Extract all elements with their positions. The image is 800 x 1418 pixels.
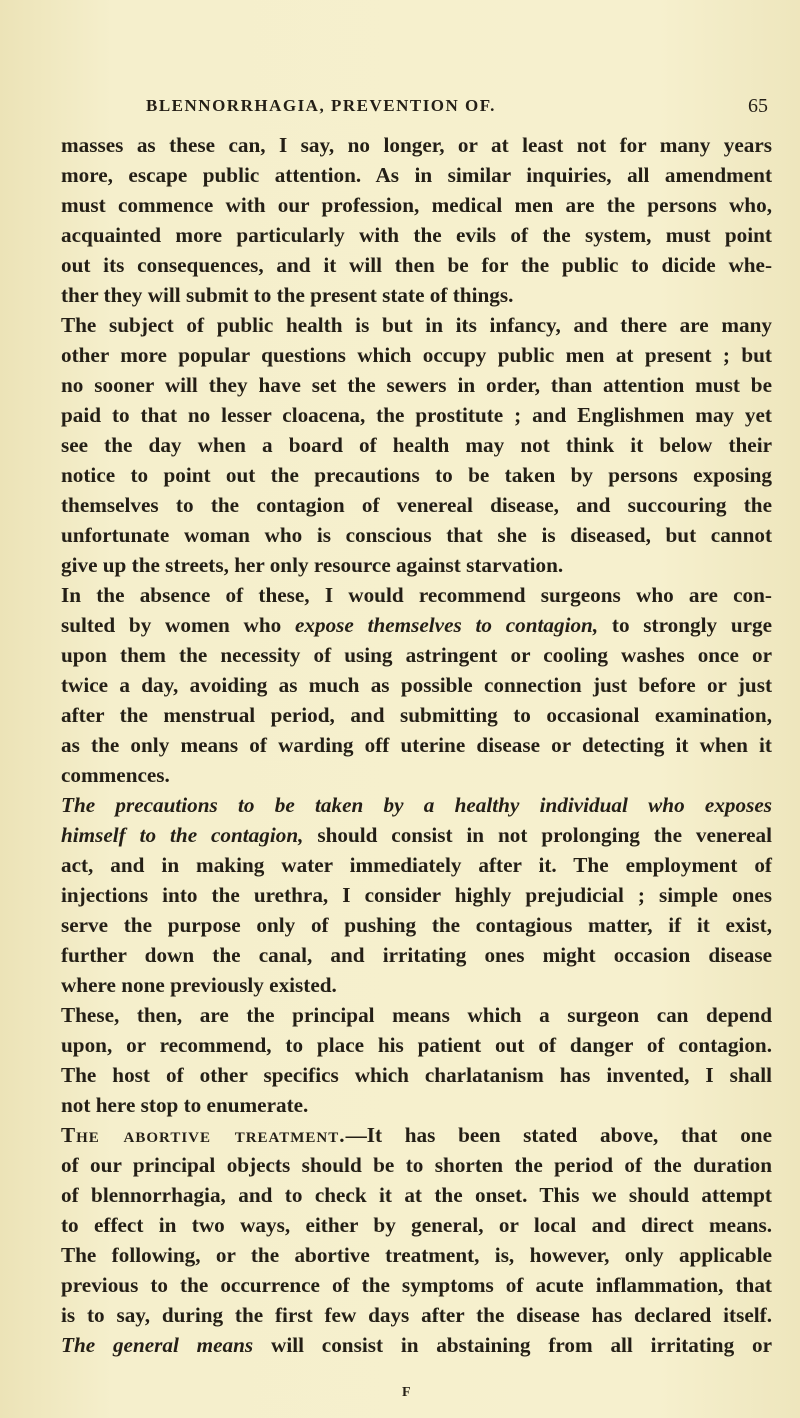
text-line	[61, 1330, 772, 1360]
text-line: give up the streets, her only resource against starvation.	[61, 553, 564, 577]
paragraph-2	[61, 310, 772, 580]
paragraph-5	[61, 1000, 772, 1120]
page-number: 65	[748, 95, 768, 117]
text-line	[61, 610, 772, 640]
text-line: The subject of public health is but in its infancy, and there are many	[61, 313, 772, 337]
text-line: upon, or recommend, to place his patient out of danger of contagion.	[61, 1033, 772, 1057]
text-line: previous to the occurrence of the symptoms of acute inflammation, that	[61, 1273, 772, 1297]
italic-heading-continued: himself to the contagion,	[61, 823, 304, 847]
text-line: paid to that no lesser cloacena, the prostitute ; and Englishmen may yet	[61, 403, 772, 427]
text-fragment: sulted by women who	[61, 613, 282, 637]
italic-heading: The precautions to be taken by a healthy individual who exposes	[61, 793, 772, 817]
text-line: In the absence of these, I would recommend surgeons who are con-	[61, 583, 772, 607]
text-line: further down the canal, and irritating ones might occasion disease	[61, 943, 772, 967]
paragraph-1	[61, 130, 772, 310]
text-line: injections into the urethra, I consider highly prejudicial ; simple ones	[61, 883, 772, 907]
italic-phrase: expose themselves to contagion,	[294, 613, 599, 637]
running-title: BLENNORRHAGIA, PREVENTION OF.	[146, 96, 496, 115]
text-line: after the menstrual period, and submitting to occasional examination,	[61, 703, 772, 727]
text-line: must commence with our profession, medical men are the persons who,	[61, 193, 772, 217]
text-line: is to say, during the first few days after the disease has declared itself.	[61, 1303, 772, 1327]
text-line: twice a day, avoiding as much as possible connection just before or just	[61, 673, 772, 697]
text-line: out its consequences, and it will then be for the public to dicide whe-	[61, 253, 772, 277]
text-line	[61, 820, 772, 850]
text-line: to effect in two ways, either by general, or local and direct means.	[61, 1213, 772, 1237]
text-line: where none previously existed.	[61, 973, 337, 997]
text-line: act, and in making water immediately after it. The employment of	[61, 853, 772, 877]
text-line: other more popular questions which occupy public men at present ; but	[61, 343, 772, 367]
running-head	[146, 94, 770, 118]
text-line: notice to point out the precautions to be taken by persons exposing	[61, 463, 772, 487]
text-line: upon them the necessity of using astringent or cooling washes once or	[61, 643, 772, 667]
text-line: acquainted more particularly with the evils of the system, must point	[61, 223, 772, 247]
text-line: The host of other specifics which charlatanism has invented, I shall	[61, 1063, 772, 1087]
section-heading: The abortive treatment.	[61, 1123, 346, 1147]
body-text	[61, 130, 772, 1360]
text-line	[61, 790, 772, 820]
text-line: no sooner will they have set the sewers in order, than attention must be	[61, 373, 772, 397]
paragraph-6	[61, 1120, 772, 1360]
text-line: These, then, are the principal means which a surgeon can depend	[61, 1003, 772, 1027]
text-line: more, escape public attention. As in similar inquiries, all amendment	[61, 163, 772, 187]
italic-phrase: The general means	[61, 1333, 254, 1357]
text-line: as the only means of warding off uterine disease or detecting it when it	[61, 733, 772, 757]
text-line: The following, or the abortive treatment, is, however, only applicable	[61, 1243, 772, 1267]
text-fragment: should consist in not prolonging the venereal	[317, 823, 772, 847]
text-line: unfortunate woman who is conscious that she is diseased, but cannot	[61, 523, 772, 547]
text-line: commences.	[61, 763, 170, 787]
signature-mark: F	[402, 1385, 411, 1400]
paragraph-4	[61, 790, 772, 1000]
text-line: see the day when a board of health may not think it below their	[61, 433, 772, 457]
text-line: themselves to the contagion of venereal disease, and succouring the	[61, 493, 772, 517]
text-line: ther they will submit to the present state of things.	[61, 283, 514, 307]
text-line: of our principal objects should be to shorten the period of the duration	[61, 1153, 772, 1177]
text-line: masses as these can, I say, no longer, or at least not for many years	[61, 133, 772, 157]
text-fragment: to strongly urge	[611, 613, 773, 637]
text-line: serve the purpose only of pushing the contagious matter, if it exist,	[61, 913, 772, 937]
paragraph-3	[61, 580, 772, 790]
text-line: of blennorrhagia, and to check it at the onset. This we should attempt	[61, 1183, 772, 1207]
text-line	[61, 1120, 772, 1150]
text-fragment: —It has been stated above, that one	[345, 1123, 772, 1147]
text-fragment: will consist in abstaining from all irritating or	[271, 1333, 772, 1357]
text-line: not here stop to enumerate.	[61, 1093, 309, 1117]
